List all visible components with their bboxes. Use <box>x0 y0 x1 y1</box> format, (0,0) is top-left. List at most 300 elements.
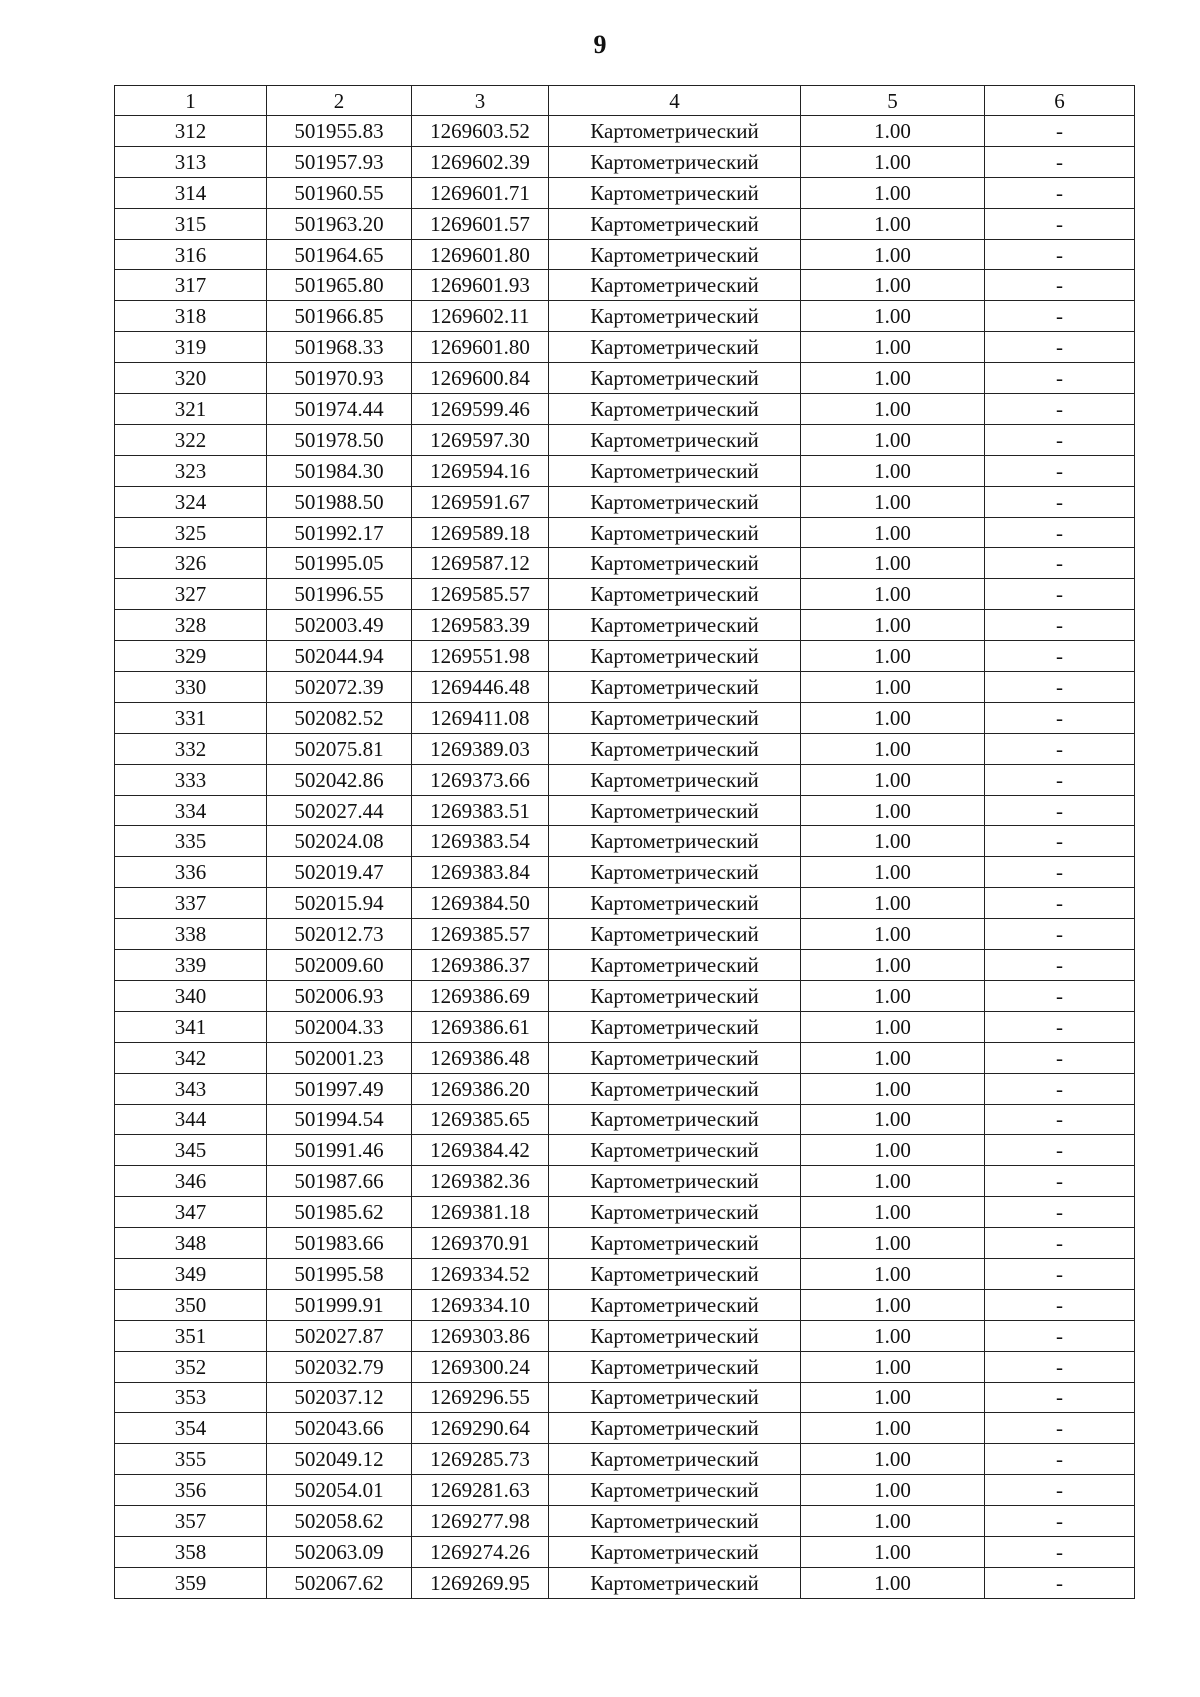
point-number-cell: 335 <box>115 826 267 857</box>
y-coordinate-cell: 1269587.12 <box>412 548 549 579</box>
note-cell: - <box>985 208 1135 239</box>
point-number-cell: 342 <box>115 1042 267 1073</box>
accuracy-cell: 1.00 <box>801 641 985 672</box>
table-row <box>115 795 1135 826</box>
point-number-cell: 324 <box>115 486 267 517</box>
note-cell: - <box>985 517 1135 548</box>
accuracy-cell: 1.00 <box>801 950 985 981</box>
column-header: 6 <box>985 86 1135 116</box>
column-header: 5 <box>801 86 985 116</box>
y-coordinate-cell: 1269296.55 <box>412 1382 549 1413</box>
point-number-cell: 317 <box>115 270 267 301</box>
accuracy-cell: 1.00 <box>801 1197 985 1228</box>
note-cell: - <box>985 1320 1135 1351</box>
x-coordinate-cell: 502049.12 <box>267 1444 412 1475</box>
y-coordinate-cell: 1269300.24 <box>412 1351 549 1382</box>
method-cell: Картометрический <box>549 702 801 733</box>
point-number-cell: 349 <box>115 1258 267 1289</box>
method-cell: Картометрический <box>549 672 801 703</box>
y-coordinate-cell: 1269383.84 <box>412 857 549 888</box>
point-number-cell: 329 <box>115 641 267 672</box>
note-cell: - <box>985 1042 1135 1073</box>
method-cell: Картометрический <box>549 548 801 579</box>
method-cell: Картометрический <box>549 208 801 239</box>
accuracy-cell: 1.00 <box>801 1011 985 1042</box>
note-cell: - <box>985 177 1135 208</box>
point-number-cell: 357 <box>115 1506 267 1537</box>
x-coordinate-cell: 501997.49 <box>267 1073 412 1104</box>
column-header: 4 <box>549 86 801 116</box>
y-coordinate-cell: 1269384.42 <box>412 1135 549 1166</box>
method-cell: Картометрический <box>549 1042 801 1073</box>
y-coordinate-cell: 1269384.50 <box>412 888 549 919</box>
x-coordinate-cell: 501955.83 <box>267 116 412 147</box>
accuracy-cell: 1.00 <box>801 517 985 548</box>
accuracy-cell: 1.00 <box>801 548 985 579</box>
accuracy-cell: 1.00 <box>801 116 985 147</box>
accuracy-cell: 1.00 <box>801 1166 985 1197</box>
note-cell: - <box>985 888 1135 919</box>
point-number-cell: 323 <box>115 455 267 486</box>
method-cell: Картометрический <box>549 1536 801 1567</box>
note-cell: - <box>985 702 1135 733</box>
point-number-cell: 313 <box>115 146 267 177</box>
point-number-cell: 344 <box>115 1104 267 1135</box>
point-number-cell: 330 <box>115 672 267 703</box>
note-cell: - <box>985 919 1135 950</box>
point-number-cell: 319 <box>115 332 267 363</box>
x-coordinate-cell: 502042.86 <box>267 764 412 795</box>
point-number-cell: 334 <box>115 795 267 826</box>
note-cell: - <box>985 579 1135 610</box>
method-cell: Картометрический <box>549 1228 801 1259</box>
method-cell: Картометрический <box>549 1320 801 1351</box>
x-coordinate-cell: 501992.17 <box>267 517 412 548</box>
method-cell: Картометрический <box>549 1289 801 1320</box>
accuracy-cell: 1.00 <box>801 919 985 950</box>
note-cell: - <box>985 1073 1135 1104</box>
table-row <box>115 857 1135 888</box>
y-coordinate-cell: 1269383.54 <box>412 826 549 857</box>
note-cell: - <box>985 1228 1135 1259</box>
x-coordinate-cell: 502054.01 <box>267 1475 412 1506</box>
point-number-cell: 339 <box>115 950 267 981</box>
method-cell: Картометрический <box>549 641 801 672</box>
accuracy-cell: 1.00 <box>801 733 985 764</box>
accuracy-cell: 1.00 <box>801 1073 985 1104</box>
y-coordinate-cell: 1269599.46 <box>412 394 549 425</box>
y-coordinate-cell: 1269585.57 <box>412 579 549 610</box>
x-coordinate-cell: 502003.49 <box>267 610 412 641</box>
table-row <box>115 1228 1135 1259</box>
note-cell: - <box>985 486 1135 517</box>
y-coordinate-cell: 1269386.61 <box>412 1011 549 1042</box>
y-coordinate-cell: 1269334.52 <box>412 1258 549 1289</box>
note-cell: - <box>985 672 1135 703</box>
note-cell: - <box>985 1104 1135 1135</box>
point-number-cell: 333 <box>115 764 267 795</box>
method-cell: Картометрический <box>549 919 801 950</box>
x-coordinate-cell: 502001.23 <box>267 1042 412 1073</box>
method-cell: Картометрический <box>549 950 801 981</box>
x-coordinate-cell: 502067.62 <box>267 1567 412 1598</box>
method-cell: Картометрический <box>549 1011 801 1042</box>
method-cell: Картометрический <box>549 1197 801 1228</box>
y-coordinate-cell: 1269591.67 <box>412 486 549 517</box>
table-row <box>115 1382 1135 1413</box>
y-coordinate-cell: 1269290.64 <box>412 1413 549 1444</box>
y-coordinate-cell: 1269602.11 <box>412 301 549 332</box>
note-cell: - <box>985 1444 1135 1475</box>
note-cell: - <box>985 795 1135 826</box>
accuracy-cell: 1.00 <box>801 424 985 455</box>
accuracy-cell: 1.00 <box>801 579 985 610</box>
table-row <box>115 363 1135 394</box>
y-coordinate-cell: 1269382.36 <box>412 1166 549 1197</box>
point-number-cell: 358 <box>115 1536 267 1567</box>
table-row <box>115 1135 1135 1166</box>
note-cell: - <box>985 239 1135 270</box>
note-cell: - <box>985 610 1135 641</box>
note-cell: - <box>985 1135 1135 1166</box>
table-row <box>115 1567 1135 1598</box>
method-cell: Картометрический <box>549 733 801 764</box>
y-coordinate-cell: 1269303.86 <box>412 1320 549 1351</box>
table-row <box>115 1197 1135 1228</box>
accuracy-cell: 1.00 <box>801 1289 985 1320</box>
point-number-cell: 315 <box>115 208 267 239</box>
table-row <box>115 332 1135 363</box>
note-cell: - <box>985 980 1135 1011</box>
method-cell: Картометрический <box>549 610 801 641</box>
y-coordinate-cell: 1269386.20 <box>412 1073 549 1104</box>
y-coordinate-cell: 1269601.80 <box>412 332 549 363</box>
x-coordinate-cell: 501964.65 <box>267 239 412 270</box>
table-row <box>115 672 1135 703</box>
x-coordinate-cell: 501994.54 <box>267 1104 412 1135</box>
accuracy-cell: 1.00 <box>801 1444 985 1475</box>
table-row <box>115 610 1135 641</box>
table-row <box>115 486 1135 517</box>
column-header: 1 <box>115 86 267 116</box>
table-row <box>115 301 1135 332</box>
note-cell: - <box>985 733 1135 764</box>
method-cell: Картометрический <box>549 394 801 425</box>
accuracy-cell: 1.00 <box>801 239 985 270</box>
note-cell: - <box>985 1011 1135 1042</box>
method-cell: Картометрический <box>549 1567 801 1598</box>
x-coordinate-cell: 502075.81 <box>267 733 412 764</box>
note-cell: - <box>985 332 1135 363</box>
y-coordinate-cell: 1269373.66 <box>412 764 549 795</box>
table-row <box>115 239 1135 270</box>
note-cell: - <box>985 1567 1135 1598</box>
table-row <box>115 1104 1135 1135</box>
point-number-cell: 320 <box>115 363 267 394</box>
point-number-cell: 338 <box>115 919 267 950</box>
method-cell: Картометрический <box>549 424 801 455</box>
point-number-cell: 350 <box>115 1289 267 1320</box>
table-row <box>115 424 1135 455</box>
table-body <box>115 116 1135 1599</box>
note-cell: - <box>985 424 1135 455</box>
note-cell: - <box>985 764 1135 795</box>
y-coordinate-cell: 1269583.39 <box>412 610 549 641</box>
point-number-cell: 331 <box>115 702 267 733</box>
point-number-cell: 328 <box>115 610 267 641</box>
x-coordinate-cell: 501991.46 <box>267 1135 412 1166</box>
table-row <box>115 1320 1135 1351</box>
x-coordinate-cell: 502009.60 <box>267 950 412 981</box>
point-number-cell: 314 <box>115 177 267 208</box>
point-number-cell: 341 <box>115 1011 267 1042</box>
y-coordinate-cell: 1269601.93 <box>412 270 549 301</box>
method-cell: Картометрический <box>549 332 801 363</box>
point-number-cell: 340 <box>115 980 267 1011</box>
table-row <box>115 455 1135 486</box>
x-coordinate-cell: 501983.66 <box>267 1228 412 1259</box>
note-cell: - <box>985 394 1135 425</box>
y-coordinate-cell: 1269274.26 <box>412 1536 549 1567</box>
method-cell: Картометрический <box>549 1258 801 1289</box>
point-number-cell: 321 <box>115 394 267 425</box>
point-number-cell: 312 <box>115 116 267 147</box>
x-coordinate-cell: 501966.85 <box>267 301 412 332</box>
method-cell: Картометрический <box>549 857 801 888</box>
accuracy-cell: 1.00 <box>801 177 985 208</box>
y-coordinate-cell: 1269383.51 <box>412 795 549 826</box>
point-number-cell: 337 <box>115 888 267 919</box>
accuracy-cell: 1.00 <box>801 208 985 239</box>
x-coordinate-cell: 501957.93 <box>267 146 412 177</box>
column-header: 2 <box>267 86 412 116</box>
table-row <box>115 1289 1135 1320</box>
table-row <box>115 116 1135 147</box>
method-cell: Картометрический <box>549 177 801 208</box>
point-number-cell: 346 <box>115 1166 267 1197</box>
x-coordinate-cell: 502012.73 <box>267 919 412 950</box>
x-coordinate-cell: 502024.08 <box>267 826 412 857</box>
note-cell: - <box>985 1197 1135 1228</box>
note-cell: - <box>985 826 1135 857</box>
point-number-cell: 322 <box>115 424 267 455</box>
y-coordinate-cell: 1269602.39 <box>412 146 549 177</box>
accuracy-cell: 1.00 <box>801 1104 985 1135</box>
y-coordinate-cell: 1269285.73 <box>412 1444 549 1475</box>
point-number-cell: 326 <box>115 548 267 579</box>
note-cell: - <box>985 857 1135 888</box>
note-cell: - <box>985 950 1135 981</box>
y-coordinate-cell: 1269334.10 <box>412 1289 549 1320</box>
table-row <box>115 208 1135 239</box>
accuracy-cell: 1.00 <box>801 270 985 301</box>
table-row <box>115 888 1135 919</box>
note-cell: - <box>985 301 1135 332</box>
table-row <box>115 1536 1135 1567</box>
method-cell: Картометрический <box>549 239 801 270</box>
y-coordinate-cell: 1269269.95 <box>412 1567 549 1598</box>
x-coordinate-cell: 502082.52 <box>267 702 412 733</box>
table-row <box>115 980 1135 1011</box>
accuracy-cell: 1.00 <box>801 980 985 1011</box>
y-coordinate-cell: 1269446.48 <box>412 672 549 703</box>
x-coordinate-cell: 501970.93 <box>267 363 412 394</box>
x-coordinate-cell: 502015.94 <box>267 888 412 919</box>
note-cell: - <box>985 1506 1135 1537</box>
accuracy-cell: 1.00 <box>801 455 985 486</box>
table-row <box>115 1073 1135 1104</box>
method-cell: Картометрический <box>549 455 801 486</box>
table-row <box>115 177 1135 208</box>
method-cell: Картометрический <box>549 888 801 919</box>
x-coordinate-cell: 502032.79 <box>267 1351 412 1382</box>
point-number-cell: 354 <box>115 1413 267 1444</box>
note-cell: - <box>985 1258 1135 1289</box>
x-coordinate-cell: 501996.55 <box>267 579 412 610</box>
x-coordinate-cell: 501968.33 <box>267 332 412 363</box>
point-number-cell: 332 <box>115 733 267 764</box>
table-row <box>115 270 1135 301</box>
table-row <box>115 146 1135 177</box>
method-cell: Картометрический <box>549 486 801 517</box>
note-cell: - <box>985 270 1135 301</box>
method-cell: Картометрический <box>549 116 801 147</box>
table-row <box>115 1258 1135 1289</box>
coordinates-table <box>114 85 1135 1599</box>
table-row <box>115 1413 1135 1444</box>
table-row <box>115 1506 1135 1537</box>
note-cell: - <box>985 1289 1135 1320</box>
accuracy-cell: 1.00 <box>801 1320 985 1351</box>
y-coordinate-cell: 1269385.65 <box>412 1104 549 1135</box>
method-cell: Картометрический <box>549 980 801 1011</box>
point-number-cell: 355 <box>115 1444 267 1475</box>
accuracy-cell: 1.00 <box>801 1536 985 1567</box>
x-coordinate-cell: 501985.62 <box>267 1197 412 1228</box>
accuracy-cell: 1.00 <box>801 764 985 795</box>
y-coordinate-cell: 1269386.69 <box>412 980 549 1011</box>
note-cell: - <box>985 1536 1135 1567</box>
method-cell: Картометрический <box>549 1135 801 1166</box>
point-number-cell: 343 <box>115 1073 267 1104</box>
note-cell: - <box>985 363 1135 394</box>
x-coordinate-cell: 502058.62 <box>267 1506 412 1537</box>
note-cell: - <box>985 1475 1135 1506</box>
accuracy-cell: 1.00 <box>801 1506 985 1537</box>
y-coordinate-cell: 1269411.08 <box>412 702 549 733</box>
table-row <box>115 517 1135 548</box>
table-row <box>115 579 1135 610</box>
x-coordinate-cell: 501965.80 <box>267 270 412 301</box>
accuracy-cell: 1.00 <box>801 702 985 733</box>
y-coordinate-cell: 1269389.03 <box>412 733 549 764</box>
table-row <box>115 641 1135 672</box>
method-cell: Картометрический <box>549 301 801 332</box>
method-cell: Картометрический <box>549 795 801 826</box>
x-coordinate-cell: 502027.44 <box>267 795 412 826</box>
table-row <box>115 1166 1135 1197</box>
table-row <box>115 950 1135 981</box>
y-coordinate-cell: 1269370.91 <box>412 1228 549 1259</box>
table-row <box>115 1444 1135 1475</box>
point-number-cell: 352 <box>115 1351 267 1382</box>
x-coordinate-cell: 501963.20 <box>267 208 412 239</box>
y-coordinate-cell: 1269594.16 <box>412 455 549 486</box>
x-coordinate-cell: 501995.58 <box>267 1258 412 1289</box>
accuracy-cell: 1.00 <box>801 857 985 888</box>
accuracy-cell: 1.00 <box>801 1567 985 1598</box>
note-cell: - <box>985 1382 1135 1413</box>
method-cell: Картометрический <box>549 1382 801 1413</box>
point-number-cell: 336 <box>115 857 267 888</box>
x-coordinate-cell: 501999.91 <box>267 1289 412 1320</box>
note-cell: - <box>985 641 1135 672</box>
x-coordinate-cell: 502063.09 <box>267 1536 412 1567</box>
x-coordinate-cell: 502072.39 <box>267 672 412 703</box>
note-cell: - <box>985 1413 1135 1444</box>
table-row <box>115 919 1135 950</box>
method-cell: Картометрический <box>549 517 801 548</box>
point-number-cell: 327 <box>115 579 267 610</box>
table-row <box>115 548 1135 579</box>
x-coordinate-cell: 502006.93 <box>267 980 412 1011</box>
table-row <box>115 764 1135 795</box>
method-cell: Картометрический <box>549 1475 801 1506</box>
note-cell: - <box>985 116 1135 147</box>
method-cell: Картометрический <box>549 1413 801 1444</box>
point-number-cell: 356 <box>115 1475 267 1506</box>
y-coordinate-cell: 1269603.52 <box>412 116 549 147</box>
note-cell: - <box>985 548 1135 579</box>
point-number-cell: 347 <box>115 1197 267 1228</box>
y-coordinate-cell: 1269551.98 <box>412 641 549 672</box>
method-cell: Картометрический <box>549 146 801 177</box>
method-cell: Картометрический <box>549 1351 801 1382</box>
x-coordinate-cell: 501974.44 <box>267 394 412 425</box>
point-number-cell: 353 <box>115 1382 267 1413</box>
table-row <box>115 394 1135 425</box>
accuracy-cell: 1.00 <box>801 1228 985 1259</box>
x-coordinate-cell: 501987.66 <box>267 1166 412 1197</box>
table-row <box>115 1351 1135 1382</box>
x-coordinate-cell: 501984.30 <box>267 455 412 486</box>
table-row <box>115 1042 1135 1073</box>
y-coordinate-cell: 1269381.18 <box>412 1197 549 1228</box>
column-header: 3 <box>412 86 549 116</box>
accuracy-cell: 1.00 <box>801 301 985 332</box>
note-cell: - <box>985 1351 1135 1382</box>
table-row <box>115 702 1135 733</box>
point-number-cell: 345 <box>115 1135 267 1166</box>
y-coordinate-cell: 1269601.57 <box>412 208 549 239</box>
x-coordinate-cell: 501988.50 <box>267 486 412 517</box>
accuracy-cell: 1.00 <box>801 672 985 703</box>
point-number-cell: 325 <box>115 517 267 548</box>
point-number-cell: 359 <box>115 1567 267 1598</box>
accuracy-cell: 1.00 <box>801 1382 985 1413</box>
table-row <box>115 733 1135 764</box>
method-cell: Картометрический <box>549 1073 801 1104</box>
method-cell: Картометрический <box>549 764 801 795</box>
table-row <box>115 1011 1135 1042</box>
accuracy-cell: 1.00 <box>801 1258 985 1289</box>
accuracy-cell: 1.00 <box>801 1475 985 1506</box>
y-coordinate-cell: 1269281.63 <box>412 1475 549 1506</box>
point-number-cell: 348 <box>115 1228 267 1259</box>
y-coordinate-cell: 1269589.18 <box>412 517 549 548</box>
note-cell: - <box>985 455 1135 486</box>
method-cell: Картометрический <box>549 1444 801 1475</box>
